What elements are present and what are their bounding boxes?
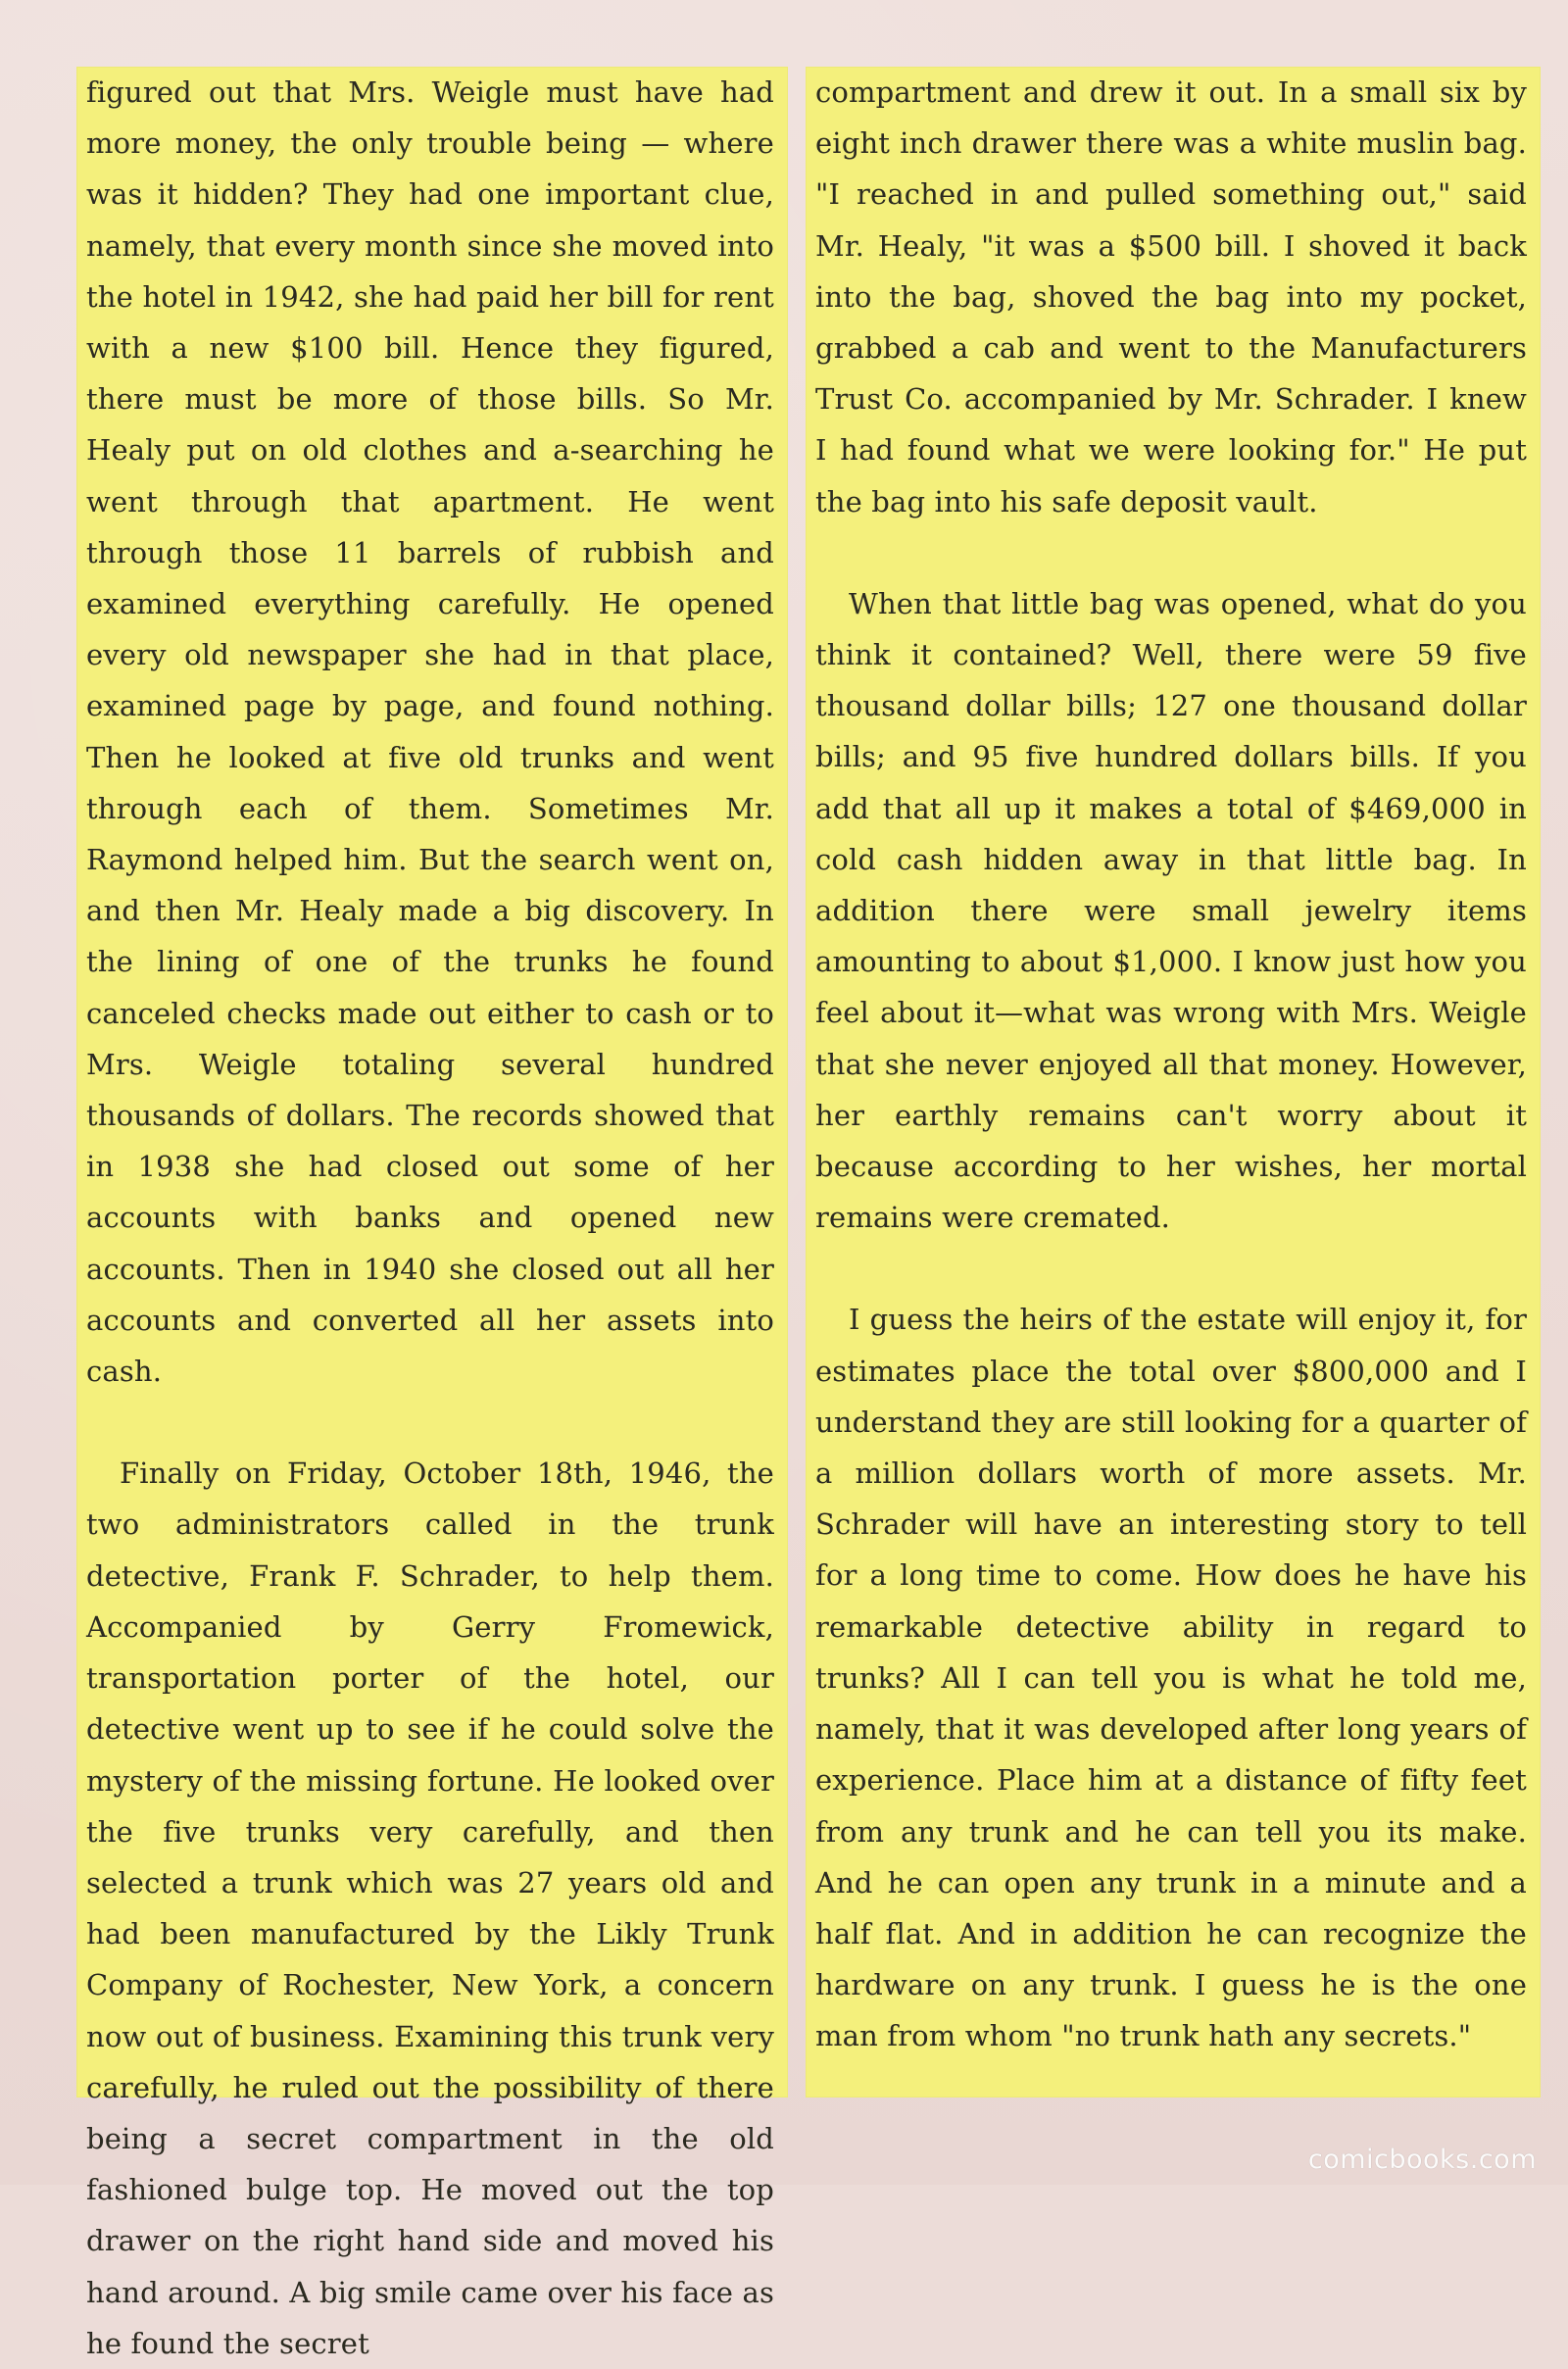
left-column bbox=[76, 67, 788, 2360]
right-paragraph-1: compartment and drew it out. In a small six by eight inch drawer there was a white muslin bag. "I reached in and pulled something out," said Mr. Healy, "it was a $500 bill. I shoved it back into the bag, shoved the bag into my pocket, grabbed a cab and went to the Manufacturers Trust Co. accompanied by Mr. Schrader. I knew I had found what we were looking for." He put the bag into his safe deposit vault. bbox=[815, 75, 1527, 518]
right-column-text bbox=[815, 67, 1527, 2062]
right-column bbox=[806, 67, 1541, 2098]
right-paragraph-2: When that little bag was opened, what do you think it contained? Well, there were 59 five thousand dollar bills; 127 one thousand dollar bills; and 95 five hundred dollars bills. If you add that all up it makes a total of $469,000 in cold cash hidden away in that little bag. In addition there were small jewelry items amounting to about $1,000. I know just how you feel about it—what was wrong with Mrs. Weigle that she never enjoyed all that money. However, her earthly remains can't worry about it because according to her wishes, her mortal remains were cremated. bbox=[815, 586, 1527, 1235]
site-watermark: comicbooks.com bbox=[1307, 2145, 1537, 2175]
left-paragraph-2: Finally on Friday, October 18th, 1946, the two administrators called in the trunk detective, Frank F. Schrader, to help them. Accompanied by Gerry Fromewick, transportation porter of the hotel, our detective went up to see if he could solve the mystery of the missing fortune. He looked over the five trunks very carefully, and then selected a trunk which was 27 years old and had been manufactured by the Likly Trunk Company of Rochester, New York, a concern now out of business. Examining this trunk very carefully, he ruled out the possibility of there being a secret compartment in the old fashioned bulge top. He moved out the top drawer on the right hand side and moved his hand around. A big smile came over his face as he found the secret bbox=[86, 1456, 774, 2360]
paragraph-gap bbox=[815, 527, 1527, 578]
paragraph-gap bbox=[86, 1397, 774, 1448]
left-column-text bbox=[86, 67, 774, 2369]
left-paragraph-1: figured out that Mrs. Weigle must have had more money, the only trouble being — where was it hidden? They had one important clue, namely, that every month since she moved into the hotel in 1942, she had paid her bill for rent with a new $100 bill. Hence they figured, there must be more of those bills. So Mr. Healy put on old clothes and a-searching he went through that apartment. He went through those 11 barrels of rubbish and examined everything carefully. He opened every old newspaper she had in that place, examined page by page, and found nothing. Then he looked at five old trunks and went through each of them. Sometimes Mr. Raymond helped him. But the search went on, and then Mr. Healy made a big discovery. In the lining of one of the trunks he found canceled checks made out either to cash or to Mrs. Weigle totaling several hundred thousands of dollars. The records showed that in 1938 she had closed out some of her accounts with banks and opened new accounts. Then in 1940 she closed out all her accounts and converted all her assets into cash. bbox=[86, 75, 774, 1389]
paragraph-gap bbox=[815, 1243, 1527, 1294]
right-paragraph-3: I guess the heirs of the estate will enjoy it, for estimates place the total over $800,000 and I understand they are still looking for a quarter of a million dollars worth of more assets. Mr. Schrader will have an interesting story to tell for a long time to come. How does he have his remarkable detective ability in regard to trunks? All I can tell you is what he told me, namely, that it was developed after long years of experience. Place him at a distance of fifty feet from any trunk and he can tell you its make. And he can open any trunk in a minute and a half flat. And in addition he can recognize the hardware on any trunk. I guess he is the one man from whom "no trunk hath any secrets." bbox=[815, 1303, 1527, 2053]
